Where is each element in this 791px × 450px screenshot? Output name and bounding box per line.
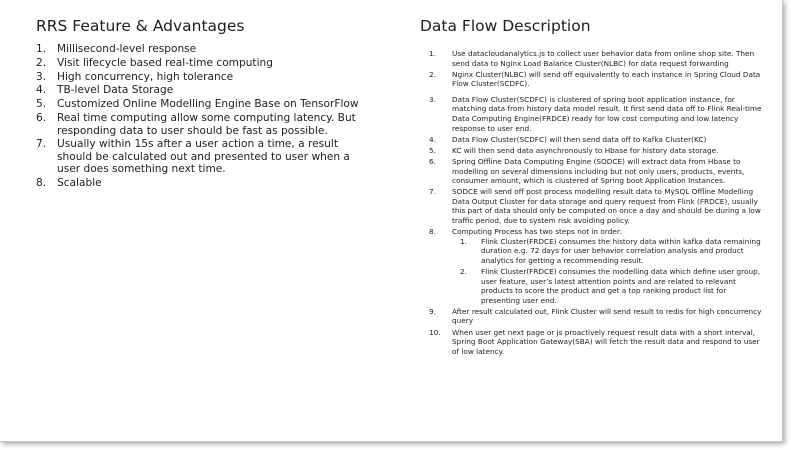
feature-number: 8.	[36, 177, 47, 190]
flow-text: Nginx Cluster(NLBC) will send off equivalently to each instance in Spring Cloud Data Flow Cluster(SCDFC).	[452, 69, 761, 89]
flow-number: 6.	[429, 156, 436, 166]
features-list	[36, 43, 366, 190]
feature-text: Visit lifecycle based real-time computing	[57, 56, 273, 69]
flow-text: When user get next page or js proactively request result data with a short interval, Spring Boot Application Gateway(SBA) will fetch the result data and respond to user of low latency.	[452, 327, 760, 356]
feature-item	[36, 177, 366, 190]
flow-text: Spring Offline Data Computing Engine (SODCE) will extract data from Hbase to modelling on several dimensions including but not only users, products, events, consumer amount, which is clustered of Spring boot Application Instances.	[452, 156, 745, 186]
flow-item	[420, 95, 766, 133]
feature-item	[36, 112, 366, 137]
feature-number: 7.	[36, 138, 47, 151]
flow-number: 2.	[429, 69, 436, 79]
feature-item	[36, 71, 366, 84]
flow-item	[420, 146, 766, 156]
flow-item	[420, 135, 766, 145]
computing-steps-list	[452, 237, 766, 306]
flow-item	[420, 49, 766, 68]
feature-text: Usually within 15s after a user action a time, a result should be calculated out and presented to user when a user does something next time.	[57, 138, 350, 176]
feature-text: TB-level Data Storage	[57, 84, 174, 97]
sub-item	[452, 237, 766, 266]
feature-number: 5.	[36, 98, 47, 111]
features-title: RRS Feature & Advantages	[36, 17, 245, 35]
flow-item	[420, 227, 766, 305]
flow-number: 10.	[429, 327, 441, 337]
feature-item	[36, 43, 366, 56]
flow-text: Use datacloudanalytics.js to collect user behavior data from online shop site. Then send data to Nginx Load Balance Cluster(NLBC) for data request forwarding	[452, 49, 755, 68]
feature-item	[36, 57, 366, 70]
sub-text: Flink Cluster(FRDCE) consumes the modelling data which define user group, user feature, user’s latest attention points and are related to relevant products to score the product and get a top ranking product list for presenting user end.	[481, 266, 761, 305]
flow-number: 4.	[429, 134, 436, 144]
feature-item	[36, 84, 366, 97]
feature-item	[36, 138, 366, 176]
flow-item	[420, 70, 766, 89]
sub-number: 2.	[460, 266, 467, 276]
features-column	[36, 16, 366, 191]
data-flow-list	[420, 49, 766, 356]
flow-text: Data Flow Cluster(SCDFC) is clustered of spring boot application instance, for matching data from history data model result. It first send data off to Flink Real-time Data Computing Engine(FRDCE) ready for low cost computing and low latency response to user end.	[452, 94, 762, 133]
flow-number: 3.	[429, 94, 436, 104]
feature-number: 2.	[36, 56, 47, 69]
flow-number: 1.	[429, 49, 436, 58]
feature-text: Millisecond-level response	[57, 43, 197, 55]
flow-text: KC will then send data asynchronously to Hbase for history data storage.	[452, 145, 719, 155]
flow-number: 7.	[429, 187, 436, 197]
sub-item	[452, 267, 766, 305]
feature-number: 3.	[36, 70, 47, 83]
flow-item	[420, 307, 766, 326]
flow-text: Data Flow Cluster(SCDFC) will then send data off to Kafka Cluster(KC)	[452, 134, 707, 144]
feature-text: Scalable	[57, 177, 102, 190]
feature-number: 6.	[36, 111, 47, 124]
data-flow-column	[420, 16, 766, 358]
feature-item	[36, 98, 366, 111]
flow-item	[420, 328, 766, 357]
flow-number: 8.	[429, 227, 436, 237]
flow-text: Computing Process has two steps not in order:	[452, 227, 623, 237]
flow-number: 9.	[429, 306, 436, 316]
flow-text: After result calculated out, Flink Cluster will send result to redis for high concurrency query	[452, 306, 762, 326]
flow-item	[420, 157, 766, 186]
sub-number: 1.	[460, 236, 467, 246]
feature-number: 1.	[36, 43, 47, 55]
flow-text: SODCE will send off post process modelling result data to MySQL Offline Modelling Data Output Cluster for data storage and query request from Flink (FRDCE), usually this part of data should only be computed on once a day and should be during a low traffic period, due to system risk avoiding policy.	[452, 187, 761, 225]
feature-text: High concurrency, high tolerance	[57, 70, 234, 83]
flow-item	[420, 187, 766, 225]
feature-text: Real time computing allow some computing latency. But responding data to user should be fast as possible.	[57, 111, 356, 137]
feature-text: Customized Online Modelling Engine Base on TensorFlow	[57, 98, 359, 111]
data-flow-title: Data Flow Description	[420, 17, 591, 35]
feature-number: 4.	[36, 84, 47, 97]
flow-number: 5.	[429, 145, 436, 155]
sub-text: Flink Cluster(FRDCE) consumes the history data within kafka data remaining duration e.g. 72 days for user behavior correlation analysis and product analytics for getting a recommending result.	[481, 236, 761, 265]
